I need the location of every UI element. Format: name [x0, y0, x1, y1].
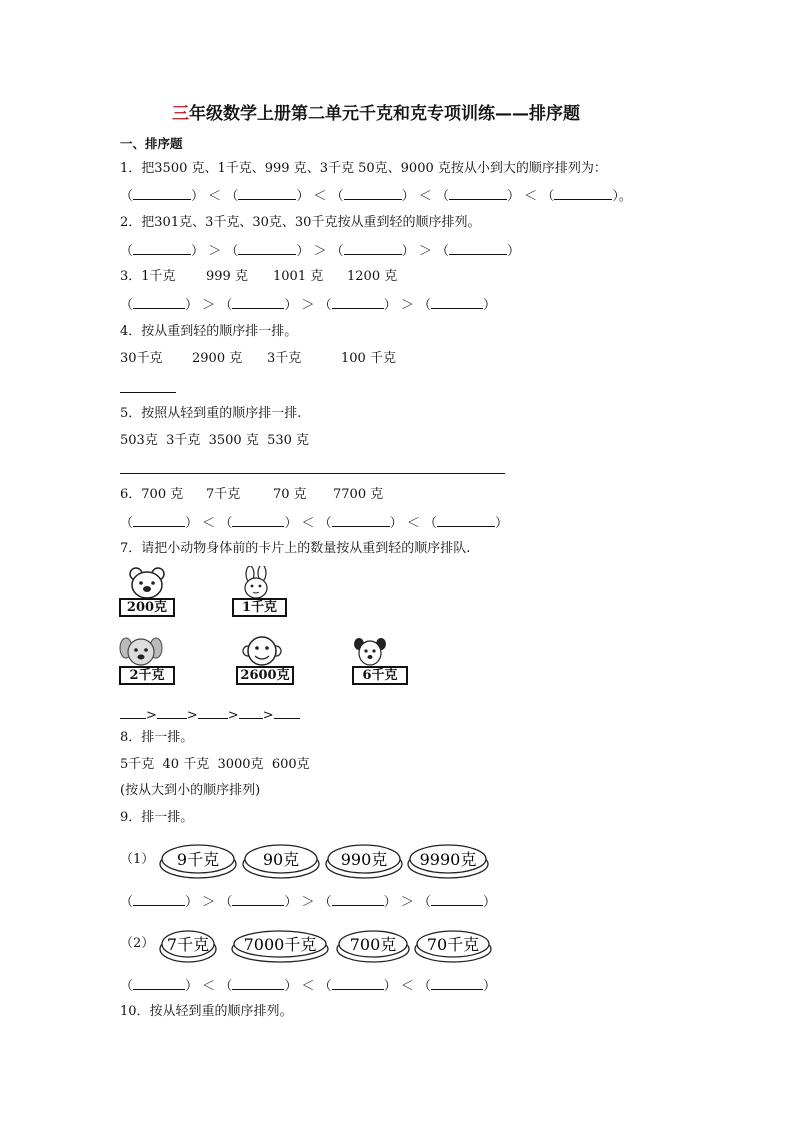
- question-2: 2．把301克、3千克、30克、30千克按从重到轻的顺序排列。: [120, 215, 481, 230]
- question-4-item: 3千克: [267, 351, 302, 366]
- question-3-answer-row: （ ） ＞ （ ） ＞ （ ） ＞ （ ）: [120, 298, 497, 313]
- plate-label: 9千克: [176, 850, 220, 869]
- title-rest: 年级数学上册第二单元千克和克专项训练——排序题: [189, 104, 580, 124]
- title-first-char: 三: [172, 104, 189, 124]
- question-4-item: 2900 克: [192, 351, 243, 366]
- question-4: 4．按从重到轻的顺序排一排。: [120, 324, 298, 339]
- plate-label: 990克: [340, 850, 388, 869]
- monkey-icon: [242, 634, 282, 668]
- question-6-item: 7700 克: [333, 487, 384, 502]
- plate-label: 90克: [262, 850, 300, 869]
- question-9: 9．排一排。: [120, 810, 194, 825]
- question-5: 5．按照从轻到重的顺序排一排.: [120, 406, 302, 421]
- weight-card: 2千克: [119, 666, 175, 685]
- dog-icon: [118, 634, 164, 668]
- question-3: 3．1千克: [120, 269, 176, 284]
- question-8-note: (按从大到小的顺序排列): [120, 783, 261, 798]
- weight-card: 1千克: [232, 598, 287, 617]
- plate-label: 700克: [349, 935, 397, 954]
- question-6-item: 7千克: [206, 487, 241, 502]
- weight-card: 200克: [119, 598, 175, 617]
- question-9-part-1-answer-row: （ ） ＞ （ ） ＞ （ ） ＞ （ ）: [120, 895, 497, 910]
- question-9-part-2-answer-row: （ ） ＜ （ ） ＜ （ ） ＜ （ ）: [120, 979, 497, 994]
- plate-icon: [160, 931, 216, 962]
- puppy-icon: [352, 634, 388, 668]
- question-4-item: 30千克: [120, 351, 163, 366]
- question-3-item: 1200 克: [347, 269, 398, 284]
- question-8-items: 5千克 40 千克 3000克 600克: [120, 757, 310, 772]
- plate-group-2: [158, 925, 494, 965]
- question-4-answer-line: [120, 392, 176, 393]
- plate-label: 7千克: [166, 935, 210, 954]
- plate-icon: [160, 845, 236, 878]
- question-5-answer-line: [120, 473, 505, 474]
- question-9-part-1-label: （1）: [120, 852, 155, 867]
- weight-card: 6千克: [352, 666, 408, 685]
- page-title: [172, 99, 580, 124]
- question-6-answer-row: （ ） ＜ （ ） ＜ （ ） ＜ （ ）: [120, 516, 509, 531]
- question-7: 7．请把小动物身体前的卡片上的数量按从重到轻的顺序排队.: [120, 541, 471, 556]
- plate-icon: [326, 845, 402, 878]
- question-7-answer-row: > > > >: [120, 706, 300, 724]
- question-6: 6．700 克: [120, 487, 184, 502]
- question-2-answer-row: （ ） ＞ （ ） ＞ （ ） ＞ （ ）: [120, 244, 521, 259]
- plate-icon: [232, 931, 328, 962]
- plate-icon: [337, 931, 409, 962]
- question-3-item: 999 克: [206, 269, 248, 284]
- question-4-item: 100 千克: [341, 351, 396, 366]
- plate-group-1: [158, 840, 492, 880]
- plate-label: 70千克: [426, 935, 480, 954]
- question-9-part-2-label: （2）: [120, 936, 155, 951]
- section-heading: 一、排序题: [120, 136, 183, 151]
- weight-card: 2600克: [236, 666, 294, 685]
- plate-label: 9990克: [419, 850, 477, 869]
- question-10: 10．按从轻到重的顺序排列。: [120, 1004, 293, 1019]
- plate-icon: [243, 845, 319, 878]
- plate-label: 7000千克: [243, 935, 317, 954]
- question-1-answer-row: （ ） ＜ （ ） ＜ （ ） ＜ （ ） ＜ （ ）。: [120, 189, 632, 204]
- plate-icon: [415, 931, 491, 962]
- bear-icon: [124, 566, 170, 600]
- question-1: 1．把3500 克、1千克、999 克、3千克 50克、9000 克按从小到大的顺序排列为：: [120, 161, 607, 176]
- plate-icon: [408, 845, 488, 878]
- question-5-items: 503克 3千克 3500 克 530 克: [120, 433, 310, 448]
- rabbit-icon: [238, 566, 274, 600]
- question-6-item: 70 克: [273, 487, 307, 502]
- question-8: 8．排一排。: [120, 730, 194, 745]
- question-3-item: 1001 克: [273, 269, 324, 284]
